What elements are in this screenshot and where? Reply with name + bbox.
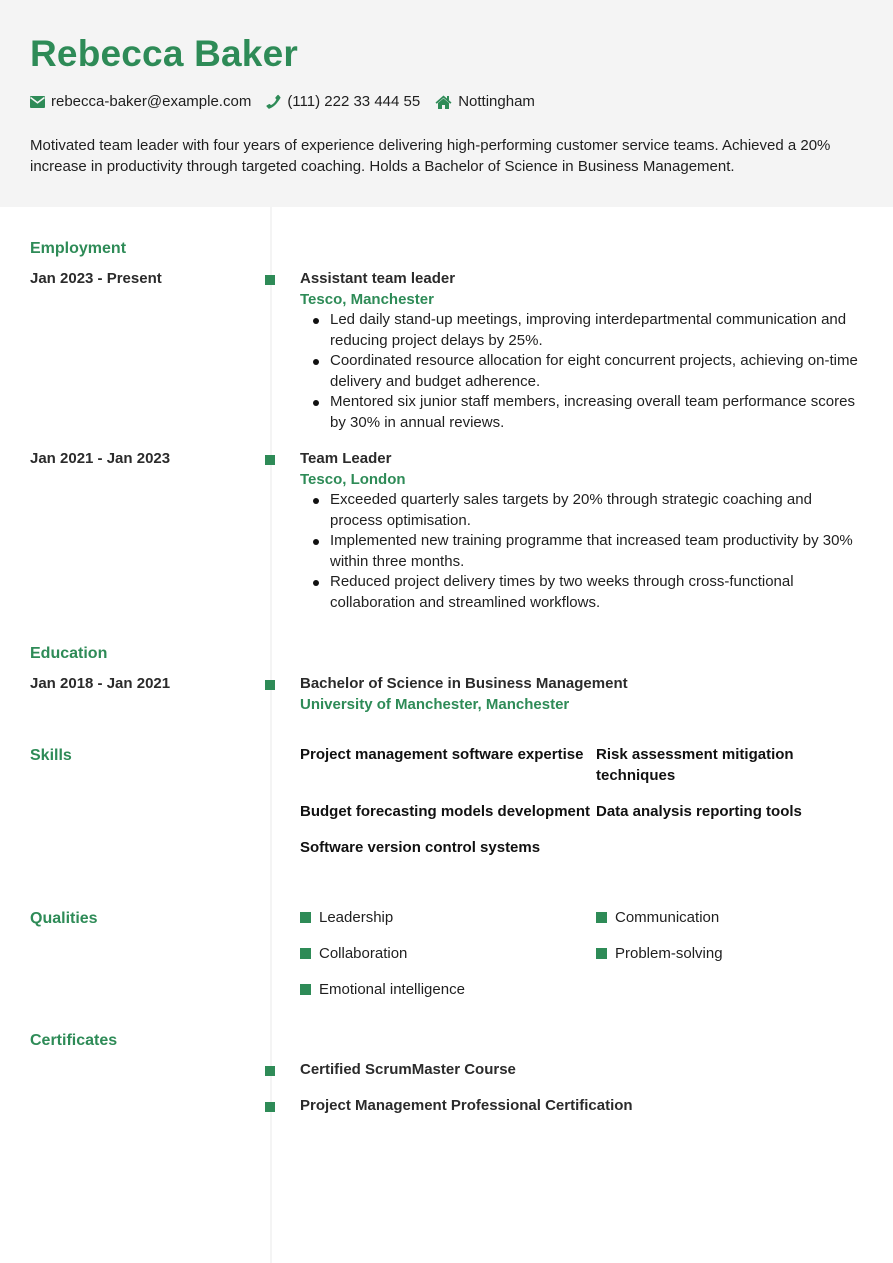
contact-row [30, 93, 550, 110]
skill-item: Risk assessment mitigation techniques [596, 746, 794, 784]
quality-item [596, 943, 866, 964]
job-title: Team Leader [300, 450, 392, 467]
contact-location [435, 93, 535, 110]
timeline-marker-icon [265, 275, 275, 285]
school: University of Manchester, Manchester [300, 696, 570, 713]
job-title: Assistant team leader [300, 270, 456, 287]
qualities-grid [300, 907, 865, 1000]
job-bullets [300, 310, 865, 433]
job-bullets [300, 490, 865, 613]
timeline-marker-icon [265, 455, 275, 465]
employment-entry [300, 268, 865, 433]
quality-item [596, 907, 866, 928]
quality-label: Emotional intelligence [319, 981, 465, 998]
bullet-item: Mentored six junior staff members, increasing overall team performance scores by 30% in annual reviews. [300, 392, 865, 433]
bullet-item: Coordinated resource allocation for eight concurrent projects, achieving on-time delivery and budget adherence. [300, 351, 865, 392]
education-entry [300, 673, 865, 715]
section-title-certificates: Certificates [30, 1032, 118, 1049]
square-bullet-icon [596, 948, 607, 959]
phone-icon [266, 94, 287, 109]
education-dates: Jan 2018 - Jan 2021 [30, 675, 171, 692]
skill-item: Software version control systems [300, 839, 541, 856]
email-text: rebecca-baker@example.com [51, 93, 252, 110]
home-icon [435, 95, 458, 109]
skill-item: Data analysis reporting tools [596, 803, 802, 820]
section-title-skills: Skills [30, 747, 72, 764]
candidate-name: Rebecca Baker [30, 33, 298, 74]
employment-dates: Jan 2023 - Present [30, 270, 162, 287]
skill-item: Project management software expertise [300, 746, 584, 763]
bullet-item: Led daily stand-up meetings, improving interdepartmental communication and reducing project delays by 25%. [300, 310, 865, 351]
quality-label: Collaboration [319, 945, 408, 962]
bullet-item: Exceeded quarterly sales targets by 20% through strategic coaching and process optimisation. [300, 490, 865, 531]
section-title-qualities: Qualities [30, 910, 98, 927]
bullet-item: Implemented new training programme that increased team productivity by 30% within three months. [300, 531, 865, 572]
section-title-employment: Employment [30, 240, 127, 257]
quality-item [300, 943, 596, 964]
degree: Bachelor of Science in Business Management [300, 675, 628, 692]
square-bullet-icon [596, 912, 607, 923]
skill-item: Budget forecasting models development [300, 803, 591, 820]
contact-phone[interactable] [266, 93, 420, 110]
employer: Tesco, London [300, 471, 406, 488]
employment-entry [300, 448, 865, 613]
certificate-item: Project Management Professional Certification [300, 1097, 633, 1114]
certificate-item: Certified ScrumMaster Course [300, 1061, 516, 1078]
envelope-icon [30, 96, 51, 108]
employment-dates: Jan 2021 - Jan 2023 [30, 450, 171, 467]
quality-label: Leadership [319, 909, 394, 926]
quality-label: Communication [615, 909, 720, 926]
timeline-marker-icon [265, 680, 275, 690]
section-title-education: Education [30, 645, 108, 662]
timeline-marker-icon [265, 1102, 275, 1112]
bullet-item: Reduced project delivery times by two weeks through cross-functional collaboration and streamlined workflows. [300, 572, 865, 613]
skills-grid [300, 744, 865, 858]
phone-text: (111) 222 33 444 55 [287, 93, 421, 110]
profile-summary: Motivated team leader with four years of experience delivering high-performing customer service teams. Achieved a 20% increase in productivity through targeted coaching. Holds a Bachelor of Science in Business Management. [30, 137, 831, 175]
employer: Tesco, Manchester [300, 291, 434, 308]
quality-item [300, 979, 596, 1000]
quality-label: Problem-solving [615, 945, 723, 962]
quality-item [300, 907, 596, 928]
location-text: Nottingham [458, 93, 535, 110]
square-bullet-icon [300, 948, 311, 959]
square-bullet-icon [300, 912, 311, 923]
square-bullet-icon [300, 984, 311, 995]
contact-email[interactable] [30, 93, 251, 110]
resume-header [0, 0, 893, 207]
timeline-marker-icon [265, 1066, 275, 1076]
